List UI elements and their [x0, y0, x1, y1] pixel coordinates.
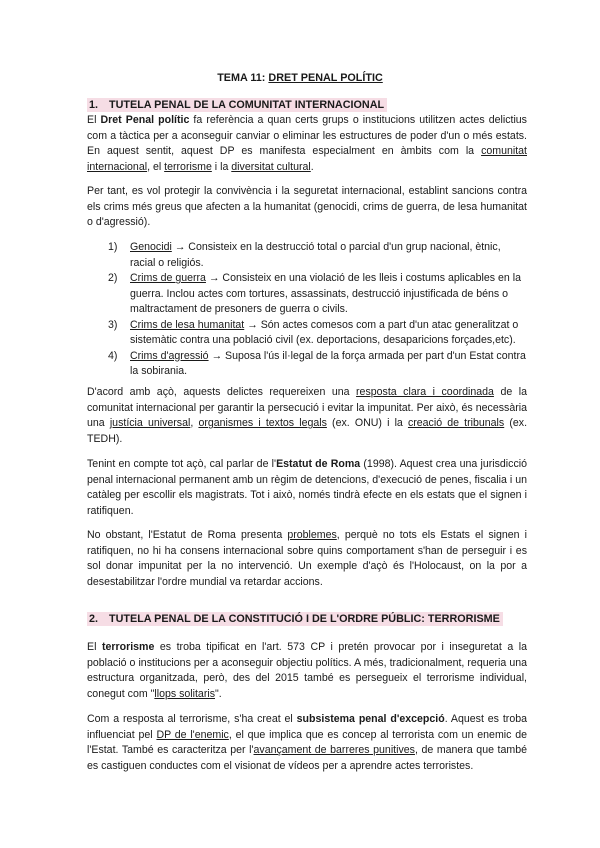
section-1-title: TUTELA PENAL DE LA COMUNITAT INTERNACIONAL — [109, 99, 385, 111]
title-prefix: TEMA 11: — [217, 72, 269, 84]
section-1-paragraph-1: El Dret Penal polític fa referència a quan certs grups o institucions utilitzen actes delictius com a tàctica per a aconseguir canviar o eliminar les estructures de poder d'un o més estats. En aquest sentit, aquest DP es manifesta especialment en àmbits com la comunitat internacional, el terrorisme i la diversitat cultural. — [87, 114, 527, 173]
underline-organismes: organismes i textos legals — [198, 417, 327, 429]
title-main: DRET PENAL POLÍTIC — [268, 72, 383, 84]
section-1-paragraph-3: D'acord amb açò, aquests delictes requereixen una resposta clara i coordinada de la comunitat internacional per garantir la persecució i evitar la impunitat. Per això, és necessària una justícia universal, organismes i textos legals (ex. ONU) i la creació de tribunals (ex. TEDH). — [87, 386, 528, 445]
term-dret-penal-politic: Dret Penal polític — [100, 114, 190, 126]
underline-comunitat-internacional: comunitat internacional — [87, 145, 527, 173]
section-2-heading — [87, 612, 503, 627]
underline-creacio-tribunals: creació de tribunals — [407, 417, 505, 429]
list-item: 2) Crims de guerra → Consisteix en una violació de les lleis i costums aplicables en la guerra. Inclou actes com tortures, assassinats, destrucció injustificada de béns o maltractament de presoners de guerra o civils. — [108, 272, 521, 315]
underline-llops-solitaris: llops solitaris — [154, 687, 215, 700]
underline-problemes: problemes — [287, 529, 337, 541]
underline-terrorisme: terrorisme — [164, 160, 212, 173]
term-subsistema-penal: subsistema penal d'excepció — [296, 713, 445, 725]
term-terrorisme: terrorisme — [101, 641, 155, 653]
section-1-heading — [87, 98, 387, 113]
list-item: 4) Crims d'agressió → Suposa l'ús il·legal de la força armada per part d'un Estat contra la sobirania. — [108, 349, 526, 377]
section-1-number: 1. — [89, 99, 99, 111]
section-2-title: TUTELA PENAL DE LA CONSTITUCIÓ I DE L'ORDRE PÚBLIC: TERRORISME — [109, 613, 500, 625]
list-item: 1) Genocidi → Consisteix en la destrucció total o parcial d'un grup nacional, ètnic, racial o religiós. — [108, 241, 501, 269]
list-item: 3) Crims de lesa humanitat → Són actes comesos com a part d'un atac generalitzat o sistemàtic contra una població civil (ex. deportacions, desaparicions forçades,etc). — [108, 318, 519, 346]
underline-dp-enemic: DP de l'enemic — [156, 728, 229, 741]
section-2-paragraph-1: El terrorisme es troba tipificat en l'art. 573 CP i pretén provocar por i inseguretat a la població o institucions per a aconseguir objectiu polítics. A més, tradicionalment, requeria una estructura organitzada, però, des del 2015 també es persegueix el terrorisme individual, conegut com "llops solitaris". — [87, 641, 527, 700]
section-2-number: 2. — [89, 613, 99, 625]
crimes-list — [108, 240, 526, 380]
section-1-paragraph-2: Per tant, es vol protegir la convivència i la seguretat internacional, establint sancions contra els crims més greus que afecten a la humanitat (genocidi, crims de guerra, de lesa humanitat o d'agressió). — [87, 185, 527, 228]
list-term: Crims de guerra — [130, 272, 206, 284]
underline-avancament-barreres: avançament de barreres punitives — [253, 744, 415, 756]
list-term: Crims de lesa humanitat — [130, 318, 245, 331]
section-1-paragraph-5: No obstant, l'Estatut de Roma presenta problemes, perquè no tots els Estats el signen i ratifiquen, no hi ha consens internacional sobre quins comportament s'han de perseguir i es sol donar impunitat per la no intervenció. Un exemple d'açò és l'Holocaust, on la por a desestabilitzar l'ordre mundial va retardar accions. — [87, 529, 527, 588]
section-2-paragraph-2: Com a resposta al terrorisme, s'ha creat el subsistema penal d'excepció. Aquest es troba influenciat pel DP de l'enemic, el que implica que es concep al terrorista com un enemic de l'Estat. També es caracteritza per l'avançament de barreres punitives, de manera que també es castiguen conductes com el visionat de vídeos per a aprendre actes terroristes. — [87, 713, 527, 772]
page-title — [0, 72, 600, 84]
list-term: Crims d'agressió — [130, 349, 209, 362]
underline-resposta-clara: resposta clara i coordinada — [356, 386, 494, 398]
section-1-paragraph-4: Tenint en compte tot açò, cal parlar de l'Estatut de Roma (1998). Aquest crea una jurisdicció penal internacional permanent amb un règim de detencions, d'execució de penes, fiscalia i un catàleg per escollir els magistrats. Tot i això, només tindrà efecte en els estats que el signen i ratifiquen. — [87, 458, 527, 517]
underline-diversitat-cultural: diversitat cultural — [231, 160, 311, 173]
list-term: Genocidi — [130, 241, 172, 253]
underline-justicia-universal: justícia universal — [109, 417, 191, 429]
term-estatut-de-roma: Estatut de Roma — [276, 458, 361, 470]
